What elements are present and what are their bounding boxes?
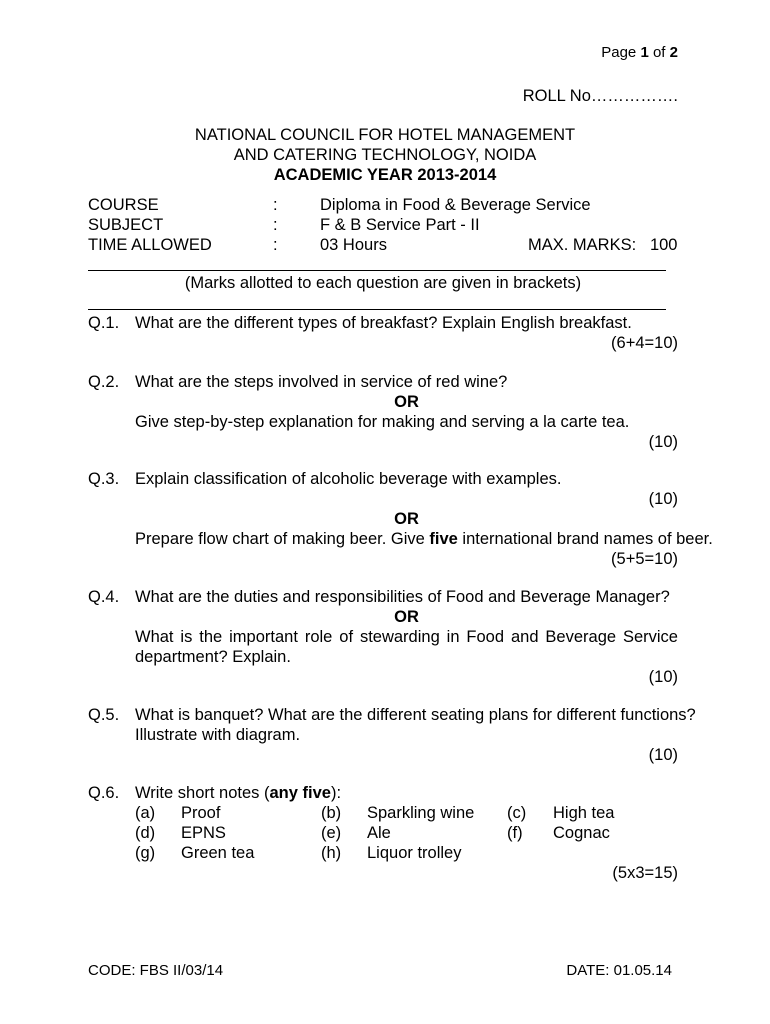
colon: : (273, 196, 278, 214)
question-marks: (10) (648, 668, 678, 686)
institution-name-line1: NATIONAL COUNCIL FOR HOTEL MANAGEMENT (194, 126, 576, 144)
time-row (88, 236, 688, 256)
question-text: What is banquet? What are the different seating plans for different functions? (135, 706, 696, 724)
option-value: EPNS (181, 824, 226, 842)
time-label: TIME ALLOWED (88, 236, 212, 254)
question-text: What are the different types of breakfast? Explain English breakfast. (135, 314, 632, 332)
short-notes-options (135, 803, 678, 863)
page-current: 1 (640, 44, 649, 61)
question-number: Q.5. (88, 706, 120, 724)
option-key: (a) (135, 804, 156, 822)
question-marks: (10) (648, 746, 678, 764)
exam-date: DATE: 01.05.14 (566, 962, 672, 979)
colon: : (273, 236, 278, 254)
question-number: Q.1. (88, 314, 120, 332)
alt-text-post: international brand names of beer. (457, 530, 713, 548)
question-marks: (5x3=15) (612, 864, 678, 882)
academic-year: ACADEMIC YEAR 2013-2014 (273, 166, 497, 184)
alternative-question-text (135, 529, 713, 549)
question-text (135, 783, 678, 803)
question-text-cont: Illustrate with diagram. (135, 726, 301, 744)
option-value: Green tea (181, 844, 255, 862)
q6-text-bold: any five (269, 784, 331, 802)
subject-row (88, 216, 688, 236)
colon: : (273, 216, 278, 234)
course-value: Diploma in Food & Beverage Service (320, 196, 591, 214)
option-value: Cognac (553, 824, 610, 842)
option-value: Sparkling wine (367, 804, 475, 822)
or-separator: OR (394, 393, 419, 411)
question-number: Q.4. (88, 588, 120, 606)
exam-code: CODE: FBS II/03/14 (88, 962, 224, 979)
alt-text-bold: five (429, 530, 458, 548)
option-key: (f) (507, 824, 523, 842)
option-key: (e) (321, 824, 342, 842)
option-key: (d) (135, 824, 156, 842)
option-key: (c) (507, 804, 527, 822)
max-marks (528, 236, 677, 255)
question-marks: (10) (648, 490, 678, 508)
option-key: (b) (321, 804, 342, 822)
page-number (601, 44, 678, 61)
option-key: (h) (321, 844, 342, 862)
max-marks-value: 100 (649, 236, 678, 254)
question-marks: (6+4=10) (611, 334, 678, 352)
option-value: Ale (367, 824, 391, 842)
option-value: High tea (553, 804, 615, 822)
question-number: Q.3. (88, 470, 120, 488)
alt-text-pre: Prepare flow chart of making beer. Give (135, 530, 430, 548)
question-marks: (10) (648, 433, 678, 451)
subject-value: F & B Service Part - II (320, 216, 480, 234)
max-marks-label: MAX. MARKS: (528, 236, 637, 254)
or-separator: OR (394, 608, 419, 626)
question-text: Explain classification of alcoholic beverage with examples. (135, 470, 562, 488)
alternative-question-text-cont: department? Explain. (135, 648, 291, 666)
question-marks: (5+5=10) (611, 550, 678, 568)
alternative-question-text: Give step-by-step explanation for making and serving a la carte tea. (135, 413, 630, 431)
course-row (88, 196, 688, 216)
page-total: 2 (669, 44, 678, 61)
q6-text-pre: Write short notes ( (135, 784, 270, 802)
question-number: Q.6. (88, 784, 120, 802)
subject-label: SUBJECT (88, 216, 164, 234)
q6-text-post: ): (330, 784, 342, 802)
option-value: Proof (181, 804, 221, 822)
divider (88, 270, 666, 271)
option-value: Liquor trolley (367, 844, 462, 862)
question-number: Q.2. (88, 373, 120, 391)
alternative-question-text: What is the important role of stewarding in Food and Beverage Service (135, 628, 678, 646)
marks-note: (Marks allotted to each question are given in brackets) (184, 274, 582, 292)
or-separator: OR (394, 510, 419, 528)
roll-number: ROLL No……………. (522, 87, 678, 105)
page-label: Page (601, 44, 637, 61)
course-label: COURSE (88, 196, 159, 214)
institution-name-line2: AND CATERING TECHNOLOGY, NOIDA (233, 146, 537, 164)
page-of: of (652, 44, 666, 61)
option-key: (g) (135, 844, 156, 862)
question-text: What are the steps involved in service of red wine? (135, 373, 508, 391)
divider (88, 309, 666, 310)
time-value: 03 Hours (320, 236, 387, 254)
question-text: What are the duties and responsibilities of Food and Beverage Manager? (135, 588, 670, 606)
